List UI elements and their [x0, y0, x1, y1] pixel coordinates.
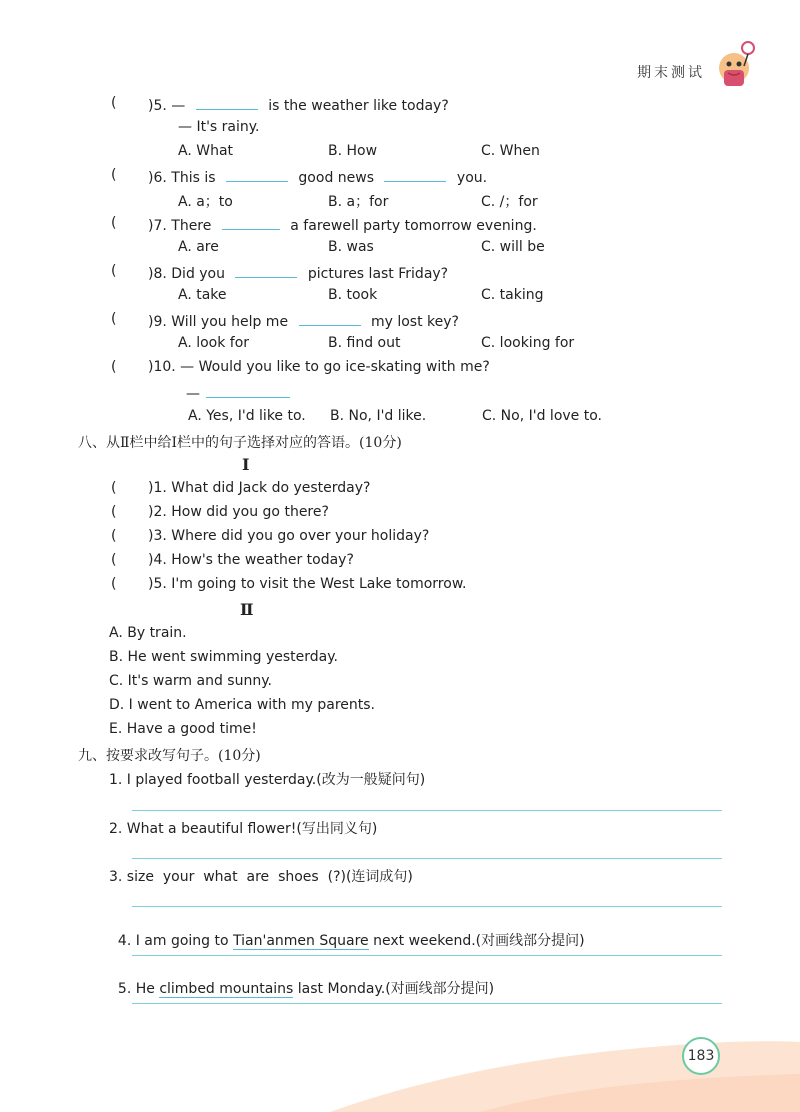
- list-item: )4. How's the weather today?: [148, 552, 354, 568]
- underlined-phrase: Tian'anmen Square: [233, 933, 369, 949]
- list-item: C. It's warm and sunny.: [109, 673, 272, 689]
- question-text: 2. What a beautiful flower!(写出同义句): [109, 821, 378, 837]
- answer-blank[interactable]: [196, 95, 258, 110]
- answer-line[interactable]: [132, 1003, 722, 1004]
- paren-open: (: [111, 311, 117, 327]
- question-text: 1. I played football yesterday.(改为一般疑问句): [109, 772, 426, 788]
- paren-open: (: [111, 504, 117, 520]
- question-number: )9. Will you help me: [148, 314, 289, 330]
- question-number: )6. This is: [148, 170, 216, 186]
- answer-blank[interactable]: [235, 263, 297, 278]
- option-a: A. are: [178, 239, 219, 255]
- option-c: C. /；for: [481, 194, 538, 210]
- answer-blank[interactable]: [206, 383, 290, 398]
- paren-open: (: [111, 576, 117, 592]
- list-item: )2. How did you go there?: [148, 504, 329, 520]
- question-text: 3. size your what are shoes (?)(连词成句): [109, 869, 413, 885]
- question-text: you.: [456, 170, 488, 186]
- paren-open: (: [111, 359, 117, 375]
- column-label: Ⅱ: [240, 600, 254, 619]
- question-text: good news: [298, 170, 375, 186]
- option-b: B. find out: [328, 335, 401, 351]
- question-number: )7. There: [148, 218, 212, 234]
- list-item: [148, 95, 449, 114]
- option-b: B. No, I'd like.: [330, 408, 427, 424]
- option-b: B. took: [328, 287, 378, 303]
- answer-line[interactable]: [132, 810, 722, 811]
- question-text: a farewell party tomorrow evening.: [290, 218, 537, 234]
- list-item: [148, 215, 537, 234]
- option-a: A. Yes, I'd like to.: [188, 408, 306, 424]
- list-item: E. Have a good time!: [109, 721, 257, 737]
- answer-line[interactable]: [132, 906, 722, 907]
- underlined-phrase: climbed mountains: [159, 981, 294, 997]
- answer-blank[interactable]: [222, 215, 280, 230]
- answer-blank[interactable]: [226, 167, 288, 182]
- paren-open: (: [111, 552, 117, 568]
- question-text: 4. I am going to Tian'anmen Square next weekend.(对画线部分提问): [117, 933, 585, 949]
- question-text: pictures last Friday?: [307, 266, 449, 282]
- list-item: B. He went swimming yesterday.: [109, 649, 338, 665]
- option-b: B. was: [328, 239, 374, 255]
- paren-open: (: [111, 215, 117, 231]
- answer-line[interactable]: [132, 955, 722, 956]
- list-item: )1. What did Jack do yesterday?: [148, 480, 371, 496]
- option-b: B. a；for: [328, 194, 389, 210]
- list-item: )3. Where did you go over your holiday?: [148, 528, 430, 544]
- dialog-reply: — It's rainy.: [178, 119, 260, 135]
- option-a: A. What: [178, 143, 234, 159]
- section-title: 八、从Ⅱ栏中给Ⅰ栏中的句子选择对应的答语。(10分): [78, 435, 402, 451]
- question-number: )8. Did you: [148, 266, 225, 282]
- paren-open: (: [111, 167, 117, 183]
- option-a: A. look for: [178, 335, 250, 351]
- paren-open: (: [111, 528, 117, 544]
- answer-blank[interactable]: [299, 311, 361, 326]
- option-c: C. will be: [481, 239, 545, 255]
- list-item: [186, 383, 290, 402]
- option-c: C. taking: [481, 287, 544, 303]
- question-text: is the weather like today?: [268, 98, 449, 114]
- answer-blank[interactable]: [384, 167, 446, 182]
- option-c: C. No, I'd love to.: [482, 408, 602, 424]
- page-header-title: 期末测试: [637, 65, 705, 81]
- answer-line[interactable]: [132, 858, 722, 859]
- page-number: 183: [682, 1037, 720, 1075]
- paren-open: (: [111, 480, 117, 496]
- question-text: my lost key?: [370, 314, 459, 330]
- section-title: 九、按要求改写句子。(10分): [78, 748, 261, 764]
- list-item: A. By train.: [109, 625, 187, 641]
- question-text: 5. He climbed mountains last Monday.(对画线部分提问): [117, 981, 495, 997]
- option-c: C. When: [481, 143, 540, 159]
- option-a: A. a；to: [178, 194, 233, 210]
- list-item: )5. I'm going to visit the West Lake tomorrow.: [148, 576, 467, 592]
- footer-wave: [0, 1000, 800, 1112]
- list-item: [148, 311, 459, 330]
- option-a: A. take: [178, 287, 227, 303]
- option-c: C. looking for: [481, 335, 575, 351]
- cartoon-character-icon: [714, 40, 756, 92]
- question-number: )5. —: [148, 98, 186, 114]
- column-label: Ⅰ: [242, 455, 250, 474]
- paren-open: (: [111, 95, 117, 111]
- option-b: B. How: [328, 143, 378, 159]
- list-item: [148, 263, 448, 282]
- list-item: [148, 167, 487, 186]
- paren-open: (: [111, 263, 117, 279]
- question-text: )10. — Would you like to go ice-skating with me?: [148, 359, 490, 375]
- list-item: D. I went to America with my parents.: [109, 697, 375, 713]
- dialog-reply: —: [186, 386, 200, 402]
